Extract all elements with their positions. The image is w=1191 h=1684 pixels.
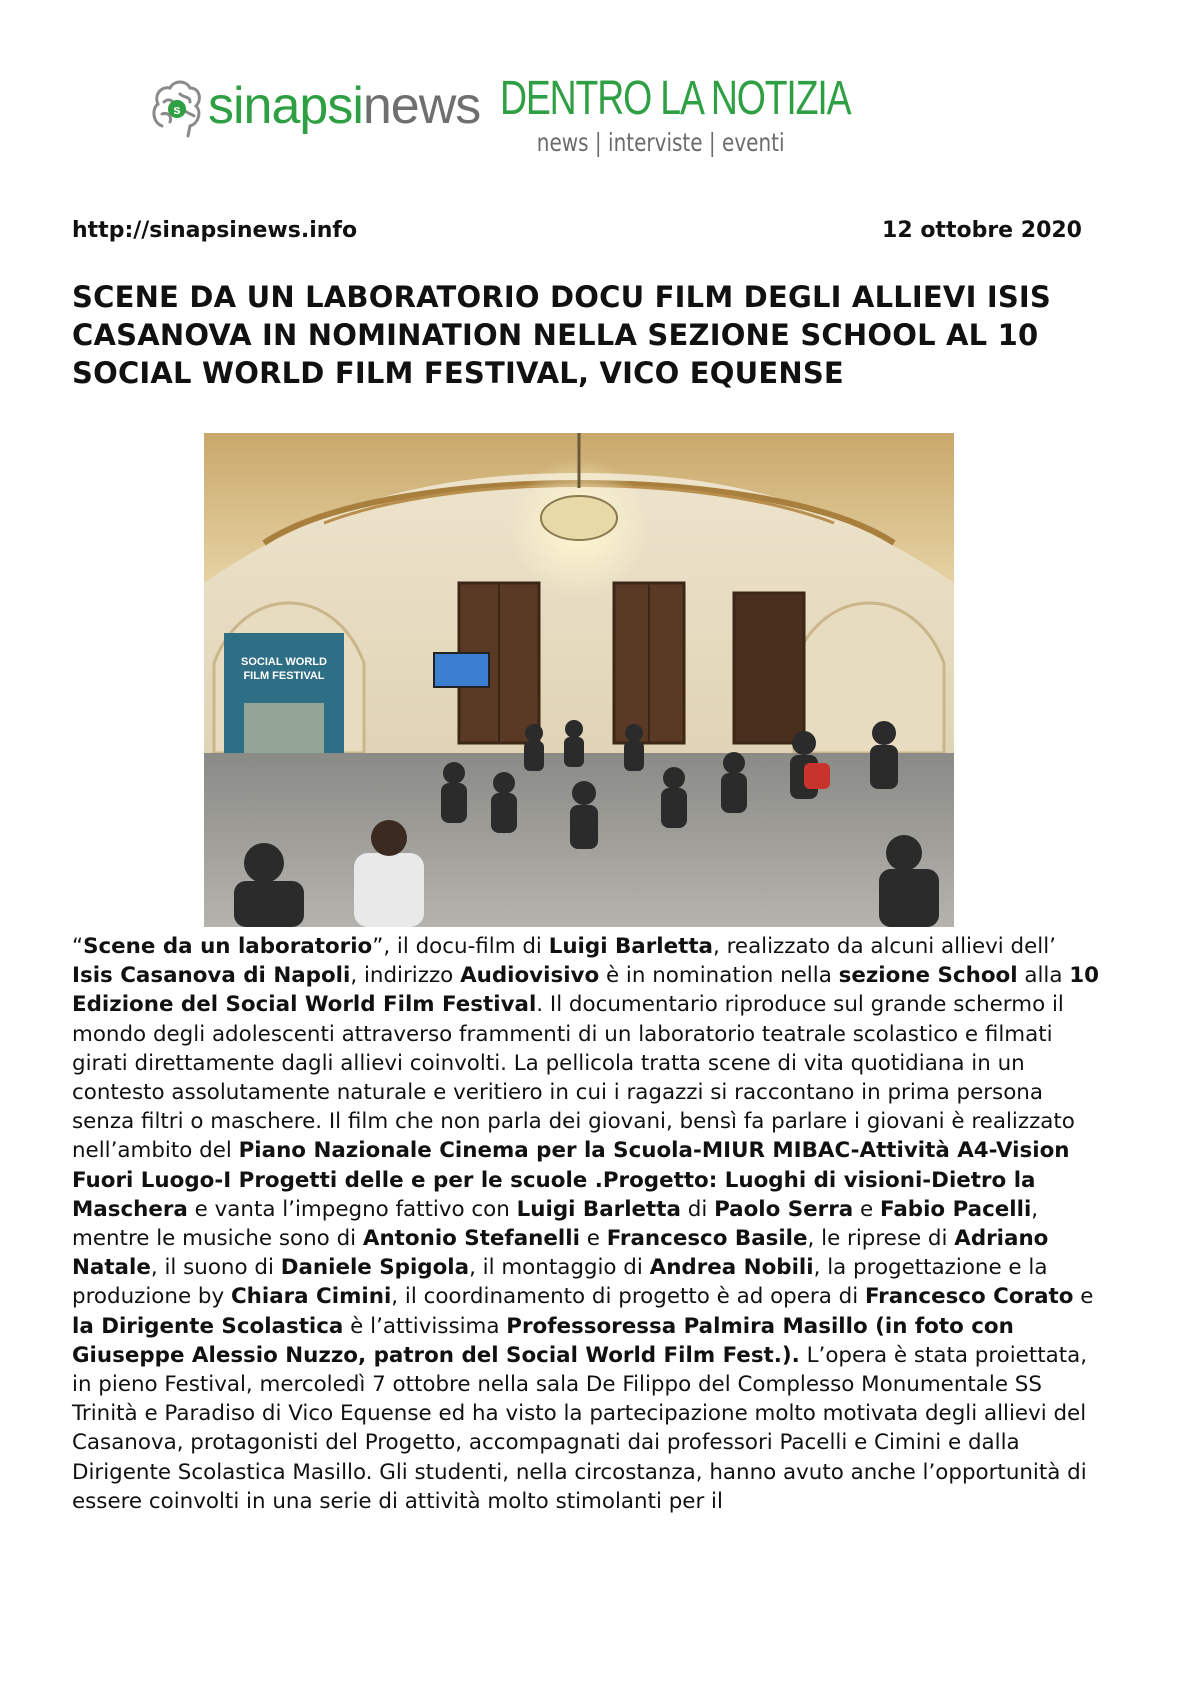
body-bold-segment: Audiovisivo (460, 963, 600, 989)
body-text-segment: è in nomination nella (599, 963, 839, 989)
tagline-subtitle: news | interviste | eventi (536, 128, 785, 157)
brand-prefix: sinapsi (208, 77, 363, 135)
body-bold-segment: Chiara Cimini (230, 1284, 392, 1310)
body-text-segment: , il montaggio di (469, 1255, 650, 1281)
body-bold-segment: Paolo Serra (714, 1196, 854, 1222)
body-text-segment: “ (72, 934, 84, 959)
body-text-segment: , il suono di (150, 1255, 281, 1281)
body-bold-segment: Fabio Pacelli (879, 1196, 1032, 1222)
body-bold-segment: la Dirigente Scolastica (72, 1313, 344, 1339)
meta-row (72, 218, 1082, 248)
brand-wordmark (208, 74, 480, 138)
body-text-segment: L’opera è stata proiettata, in pieno Festival, mercoledì 7 ottobre nella sala De Filippo del Complesso Monumentale SS Trinità e Paradiso di Vico Equense ed ha visto la partecipazione molto motivata degli allievi del Casanova, protagonisti del Progetto, accompagnati dai professori Pacelli e Cimini e dalla Dirigente Scolastica Masillo. Gli studenti, nella circostanza, hanno avuto anche l’opportunità di essere coinvolti in una serie di attività molto stimolanti per il (72, 1342, 1088, 1514)
body-bold-segment: Isis Casanova di Napoli (72, 963, 351, 989)
article-body (72, 932, 1102, 1516)
article-photo (204, 433, 954, 927)
body-bold-segment: 10 Edizione del Social World Film Festival (72, 963, 1100, 1018)
body-bold-segment: sezione School (838, 963, 1018, 989)
body-text-segment: , le riprese di (807, 1226, 955, 1252)
masthead (150, 72, 850, 162)
body-bold-segment: Antonio Stefanelli (362, 1226, 580, 1252)
body-bold-segment: Adriano Natale (72, 1226, 1049, 1281)
body-text-segment: , la progettazione e la produzione by (72, 1255, 1048, 1310)
body-bold-segment: Andrea Nobili (649, 1255, 814, 1281)
body-bold-segment: Luigi Barletta (548, 934, 713, 959)
body-text-segment: è l’attivissima (343, 1313, 507, 1339)
brand-suffix: news (362, 77, 481, 135)
body-text-segment: . Il documentario riproduce sul grande schermo il mondo degli adolescenti attraverso frammenti di un laboratorio teatrale scolastico e filmati girati direttamente dagli allievi coinvolti. La pellicola tratta scene di vita quotidiana in un contesto assolutamente naturale e veritiero in cui i ragazzi si raccontano in prima persona senza filtri o maschere. Il film che non parla dei giovani, bensì fa parlare i giovani è realizzato nell’ambito del (72, 992, 1075, 1164)
body-text-segment: di (680, 1196, 715, 1222)
tagline-title: DENTRO LA NOTIZIA (500, 72, 851, 125)
tagline (500, 72, 851, 157)
svg-text:FILM FESTIVAL: FILM FESTIVAL (243, 670, 325, 682)
article-headline: SCENE DA UN LABORATORIO DOCU FILM DEGLI ALLIEVI ISIS CASANOVA IN NOMINATION NELLA SEZIONE SCHOOL AL 10 SOCIAL WORLD FILM FESTIVAL, VICO EQUENSE (72, 280, 1052, 390)
body-text-segment: , realizzato da alcuni allievi dell’ (712, 934, 1056, 959)
source-url: http://sinapsinews.info (72, 218, 358, 243)
body-text-segment: , indirizzo (350, 963, 461, 989)
publication-date: 12 ottobre 2020 (882, 218, 1082, 243)
body-text-segment: , il coordinamento di progetto è ad opera di (391, 1284, 865, 1310)
photo-illustration (204, 433, 954, 927)
body-text-segment: , mentre le musiche sono di (72, 1196, 1039, 1252)
body-text-segment: alla (1017, 963, 1070, 989)
banner-text: SOCIAL WORLD (241, 656, 327, 668)
brain-logo-icon (150, 78, 202, 140)
body-bold-segment: Francesco Basile (606, 1226, 808, 1252)
body-bold-segment: Daniele Spigola (280, 1255, 470, 1281)
svg-text:s: s (173, 102, 181, 117)
body-bold-segment: Luigi Barletta (516, 1196, 681, 1222)
body-text-segment: e (579, 1226, 607, 1252)
body-bold-segment: Francesco Corato (864, 1284, 1074, 1310)
body-text-segment: e (853, 1196, 880, 1222)
body-text-segment: e vanta l’impegno fattivo con (187, 1196, 517, 1222)
body-bold-segment: Piano Nazionale Cinema per la Scuola-MIUR MIBAC-Attività A4-Vision Fuori Luogo-I Progetti delle e per le scuole .Progetto: Luoghi di visioni-Dietro la Maschera (72, 1138, 1070, 1222)
body-bold-segment: Scene da un laboratorio (83, 934, 373, 959)
body-bold-segment: Professoressa Palmira Masillo (in foto con Giuseppe Alessio Nuzzo, patron del Social World Film Fest.). (72, 1313, 1014, 1368)
body-text-segment: ”, il docu-film di (372, 934, 549, 959)
body-text-segment: e (1073, 1284, 1094, 1310)
